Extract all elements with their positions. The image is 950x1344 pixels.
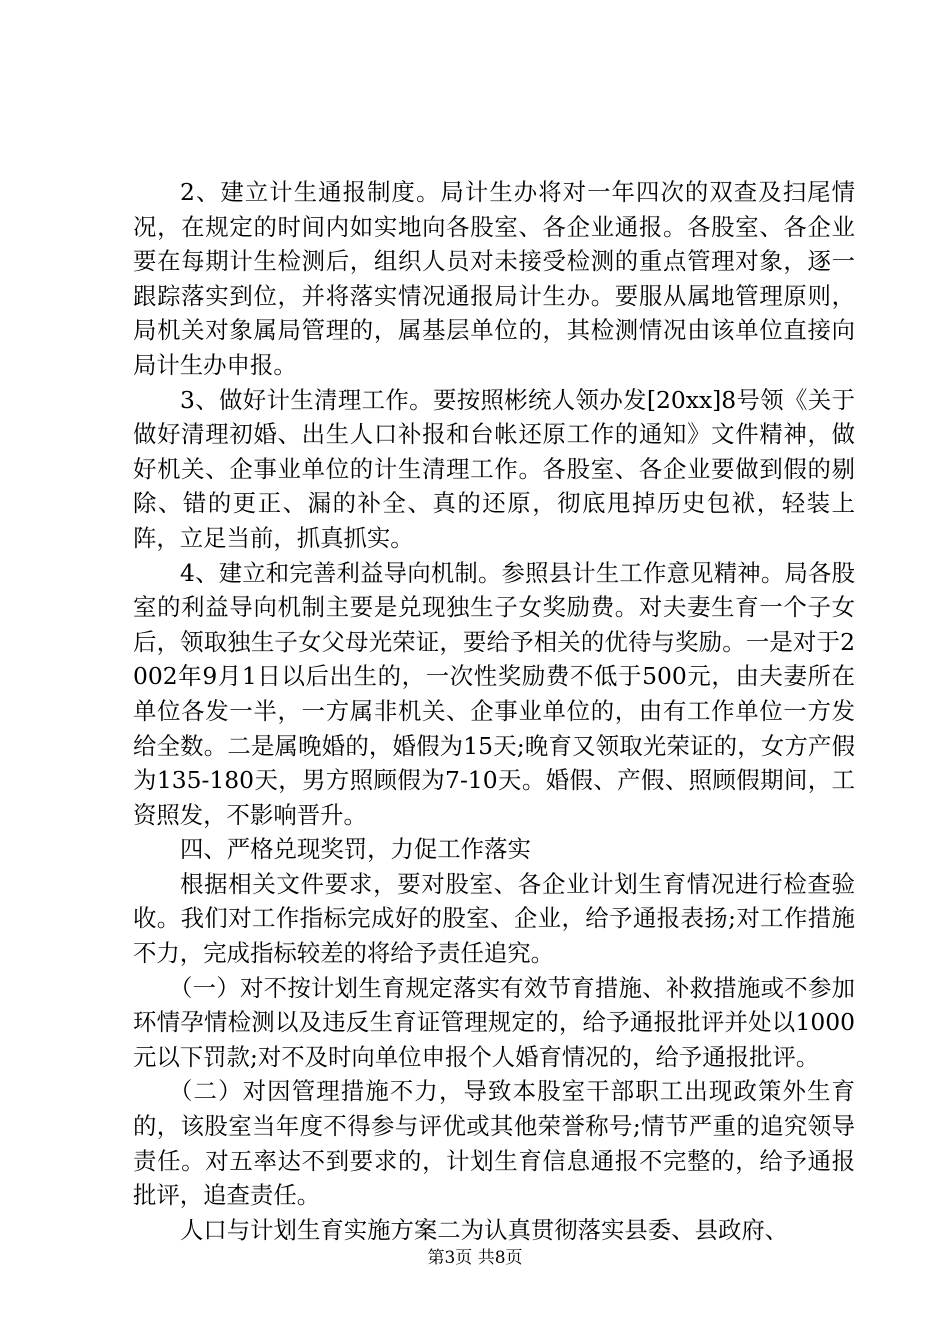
paragraph-inspection: 根据相关文件要求，要对股室、各企业计划生育情况进行检查验收。我们对工作指标完成好的股室、企业，给予通报表扬;对工作措施不力，完成指标较差的将给予责任追究。 [133, 869, 855, 968]
section-heading-rewards-penalties: 四、严格兑现奖罚，力促工作落实 [180, 835, 531, 864]
paragraph-plan-two-start: 人口与计划生育实施方案二为认真贯彻落实县委、县政府、 [180, 1215, 789, 1244]
document-body [133, 175, 855, 1247]
paragraph-cleanup-work: 3、做好计生清理工作。要按照彬统人领办发[20xx]8号领《关于做好清理初婚、出生人口补报和台帐还原工作的通知》文件精神，做好机关、企事业单位的计生清理工作。各股室、各企业要做到假的剔除、错的更正、漏的补全、真的还原，彻底甩掉历史包袱，轻装上阵，立足当前，抓真抓实。 [133, 385, 855, 552]
paragraph-item-two: （二）对因管理措施不力，导致本股室干部职工出现政策外生育的，该股室当年度不得参与评优或其他荣誉称号;情节严重的追究领导责任。对五率达不到要求的，计划生育信息通报不完整的，给予通报批评，追查责任。 [133, 1077, 855, 1210]
paragraph-notification-system: 2、建立计生通报制度。局计生办将对一年四次的双查及扫尾情况，在规定的时间内如实地向各股室、各企业通报。各股室、各企业要在每期计生检测后，组织人员对未接受检测的重点管理对象，逐一跟踪落实到位，并将落实情况通报局计生办。要服从属地管理原则，局机关对象属局管理的，属基层单位的，其检测情况由该单位直接向局计生办申报。 [133, 178, 855, 379]
page-number-footer: 第3页 共8页 [427, 1248, 523, 1268]
paragraph-item-one: （一）对不按计划生育规定落实有效节育措施、补救措施或不参加环情孕情检测以及违反生育证管理规定的，给予通报批评并处以1000元以下罚款;对不及时向单位申报个人婚育情况的，给予通报批评。 [133, 973, 855, 1071]
paragraph-incentive-mechanism: 4、建立和完善利益导向机制。参照县计生工作意见精神。局各股室的利益导向机制主要是兑现独生子女奖励费。对夫妻生育一个子女后，领取独生子女父母光荣证，要给予相关的优待与奖励。一是对于2002年9月1日以后出生的，一次性奖励费不低于500元，由夫妻所在单位各发一半，一方属非机关、企事业单位的，由有工作单位一方发给全数。二是属晚婚的，婚假为15天;晚育又领取光荣证的，女方产假为135-180天，男方照顾假为7-10天。婚假、产假、照顾假期间，工资照发，不影响晋升。 [133, 558, 855, 829]
